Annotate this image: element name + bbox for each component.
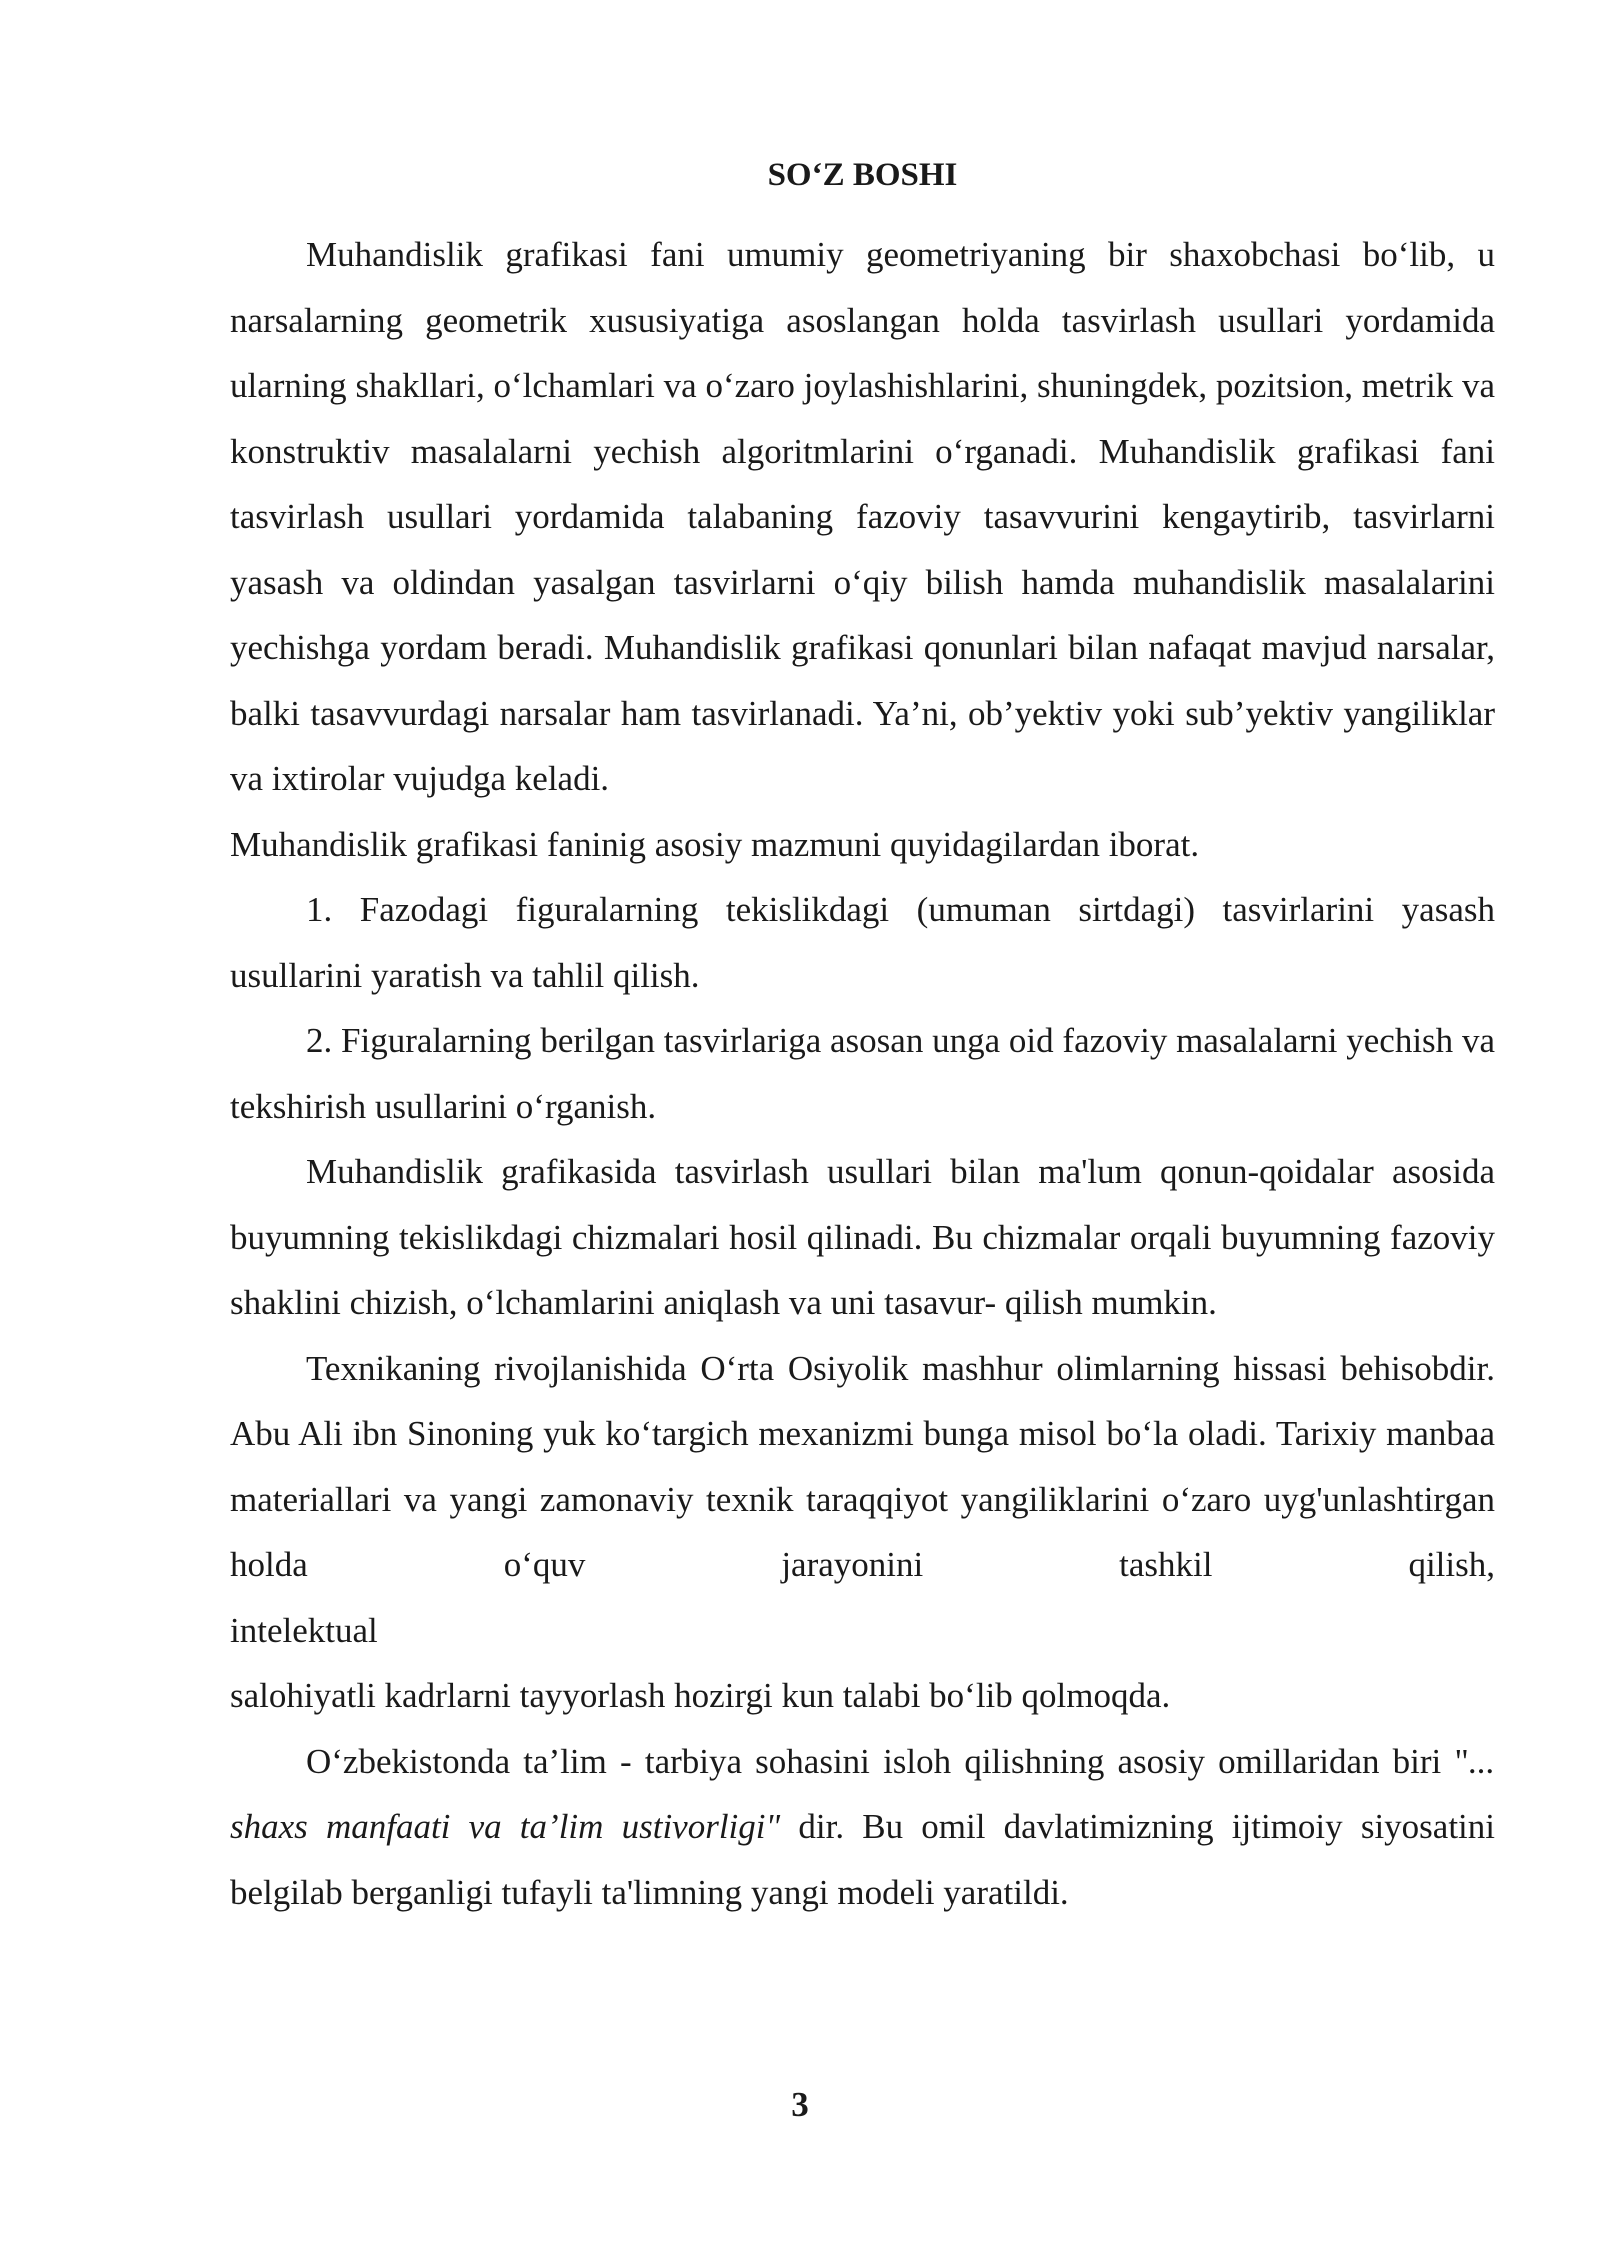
list-item-2: 2. Figuralarning berilgan tasvirlariga asosan unga oid fazoviy masalalarni yechish va tekshirish usullarini o‘rganish. bbox=[230, 1021, 1495, 1126]
history-paragraph-end: salohiyatli kadrlarni tayyorlash hozirgi kun talabi bo‘lib qolmoqda. bbox=[230, 1676, 1171, 1715]
history-paragraph: Texnikaning rivojlanishida O‘rta Osiyolik mashhur olimlarning hissasi behisobdir. Abu Ali ibn Sinoning yuk ko‘targich mexanizmi bunga misol bo‘la oladi. Tarixiy manbaa materiallari va yangi zamonaviy texnik taraqqiyot yangiliklarini o‘zaro uyg'unlashtirgan holda o‘quv jarayonini tashkil qilish, bbox=[230, 1348, 1495, 1584]
education-text-start: O‘zbekistonda ta’lim - tarbiya sohasini isloh qilishning asosiy omillaridan biri " bbox=[306, 1741, 1469, 1781]
content-summary-paragraph: Muhandislik grafikasi faninig asosiy mazmuni quyidagilardan iborat. bbox=[230, 824, 1200, 864]
list-item-1: 1. Fazodagi figuralarning tekislikdagi (umuman sirtdagi) tasvirlarini yasash usullarini yaratish va tahlil qilish. bbox=[230, 890, 1495, 995]
education-quote: ... shaxs manfaati va ta’lim ustivorligi" bbox=[230, 1741, 1495, 1846]
history-paragraph-word: intelektual bbox=[230, 1610, 378, 1650]
page-number: 3 bbox=[791, 2085, 809, 2124]
intro-paragraph: Muhandislik grafikasi fani umumiy geometriyaning bir shaxobchasi bo‘lib, u narsalarning geometrik xususiyatiga asoslangan holda tasvirlash usullari yordamida ularning shakllari, o‘lchamlari va o‘zaro joylashishlarini, shuningdek, pozitsion, metrik va konstruktiv masalalarni yechish algoritmlarini o‘rganadi. Muhandislik grafikasi fani tasvirlash usullari yordamida talabaning fazoviy tasavvurini kengaytirib, tasvirlarni yasash va oldindan yasalgan tasvirlarni o‘qiy bilish hamda muhandislik masalalarini yechishga yordam beradi. Muhandislik grafikasi qonunlari bilan nafaqat mavjud narsalar, balki tasavvurdagi narsalar ham tasvirlanadi. Ya’ni, ob’yektiv yoki sub’yektiv yangiliklar va ixtirolar vujudga keladi. bbox=[230, 235, 1495, 798]
document-page bbox=[230, 150, 1495, 1925]
methods-paragraph: Muhandislik grafikasida tasvirlash usullari bilan ma'lum qonun-qoidalar asosida buyumning tekislikdagi chizmalari hosil qilinadi. Bu chizmalar orqali buyumning fazoviy shaklini chizish, o‘lchamlarini aniqlash va uni tasavur- qilish mumkin. bbox=[230, 1152, 1495, 1322]
page-title: SO‘Z BOSHI bbox=[767, 157, 958, 193]
education-paragraph bbox=[230, 1729, 1495, 1926]
education-text-end: dir. Bu omil davlatimizning ijtimoiy siyosatini belgilab berganligi tufayli ta'limning yangi modeli yaratildi. bbox=[230, 1807, 1495, 1912]
